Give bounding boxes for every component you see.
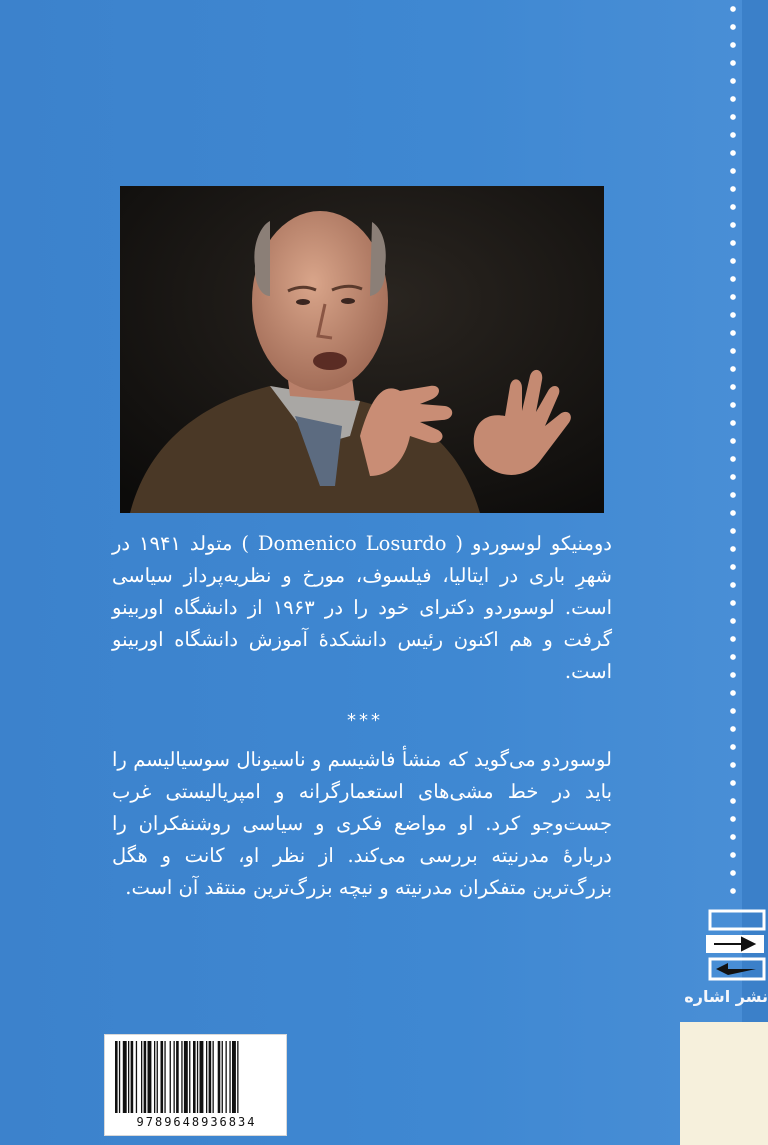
publisher-mark-icon [702,905,768,985]
barcode-bar [148,1041,152,1113]
publisher-logo [684,905,768,1015]
barcode-bar [144,1041,147,1113]
isbn-number: 9789648936834 [136,1115,257,1129]
barcode-bar [164,1041,165,1113]
barcode-bar [123,1041,127,1113]
barcode-bar [184,1041,188,1113]
publisher-name: نشر اشاره [684,987,768,1006]
barcode-bars [113,1041,280,1113]
barcode-bar [218,1041,221,1113]
barcode-bar [170,1041,171,1113]
barcode-bar [200,1041,204,1113]
barcode-bar [161,1041,164,1113]
barcode-bar [197,1041,198,1113]
barcode-bar [229,1041,230,1113]
barcode-bar [237,1041,238,1113]
barcode-bar [206,1041,207,1113]
barcode-bar [119,1041,120,1113]
section-separator: *** [347,710,383,731]
barcode-bar [232,1041,236,1113]
barcode-bar [213,1041,214,1113]
barcode-bar [174,1041,175,1113]
barcode-bar [115,1041,118,1113]
barcode-bar [176,1041,179,1113]
barcode-bar [226,1041,227,1113]
barcode-bar [136,1041,137,1113]
barcode-bar [222,1041,223,1113]
dotted-border [727,0,739,900]
author-photo [120,186,604,513]
barcode-bar [131,1041,134,1113]
barcode-bar [181,1041,182,1113]
barcode-bar [193,1041,196,1113]
barcode-bar [157,1041,158,1113]
barcode-bar [209,1041,212,1113]
book-description: لوسوردو می‌گوید که منشأ فاشیسم و ناسیونال سوسیالیسم را باید در خط مشی‌های استعمارگرانه و امپریالیستی غرب جست‌وجو کرد. او مواضع فکری و سیاسی روشنفکران را دربارهٔ مدرنیته بررسی می‌کند. از نظر او، کانت و هگل بزرگ‌ترین متفکران مدرنیته و نیچه بزرگ‌ترین منتقد آن است. [112,748,612,899]
barcode-bar [154,1041,155,1113]
isbn-barcode [104,1034,287,1136]
cream-panel [680,1022,768,1145]
barcode-bar [189,1041,190,1113]
author-bio: دومنیکو لوسوردو ( Domenico Losurdo ) متولد ۱۹۴۱ در شهرِ باری در ایتالیا، فیلسوف، مورخ و نظریه‌پرداز سیاسی است. لوسوردو دکترای خود را در ۱۹۶۳ از دانشگاه اوربینو گرفت و هم اکنون رئیس دانشکدهٔ آموزش دانشگاه اوربینو است. [112,532,612,683]
barcode-bar [141,1041,142,1113]
barcode-bar [128,1041,129,1113]
